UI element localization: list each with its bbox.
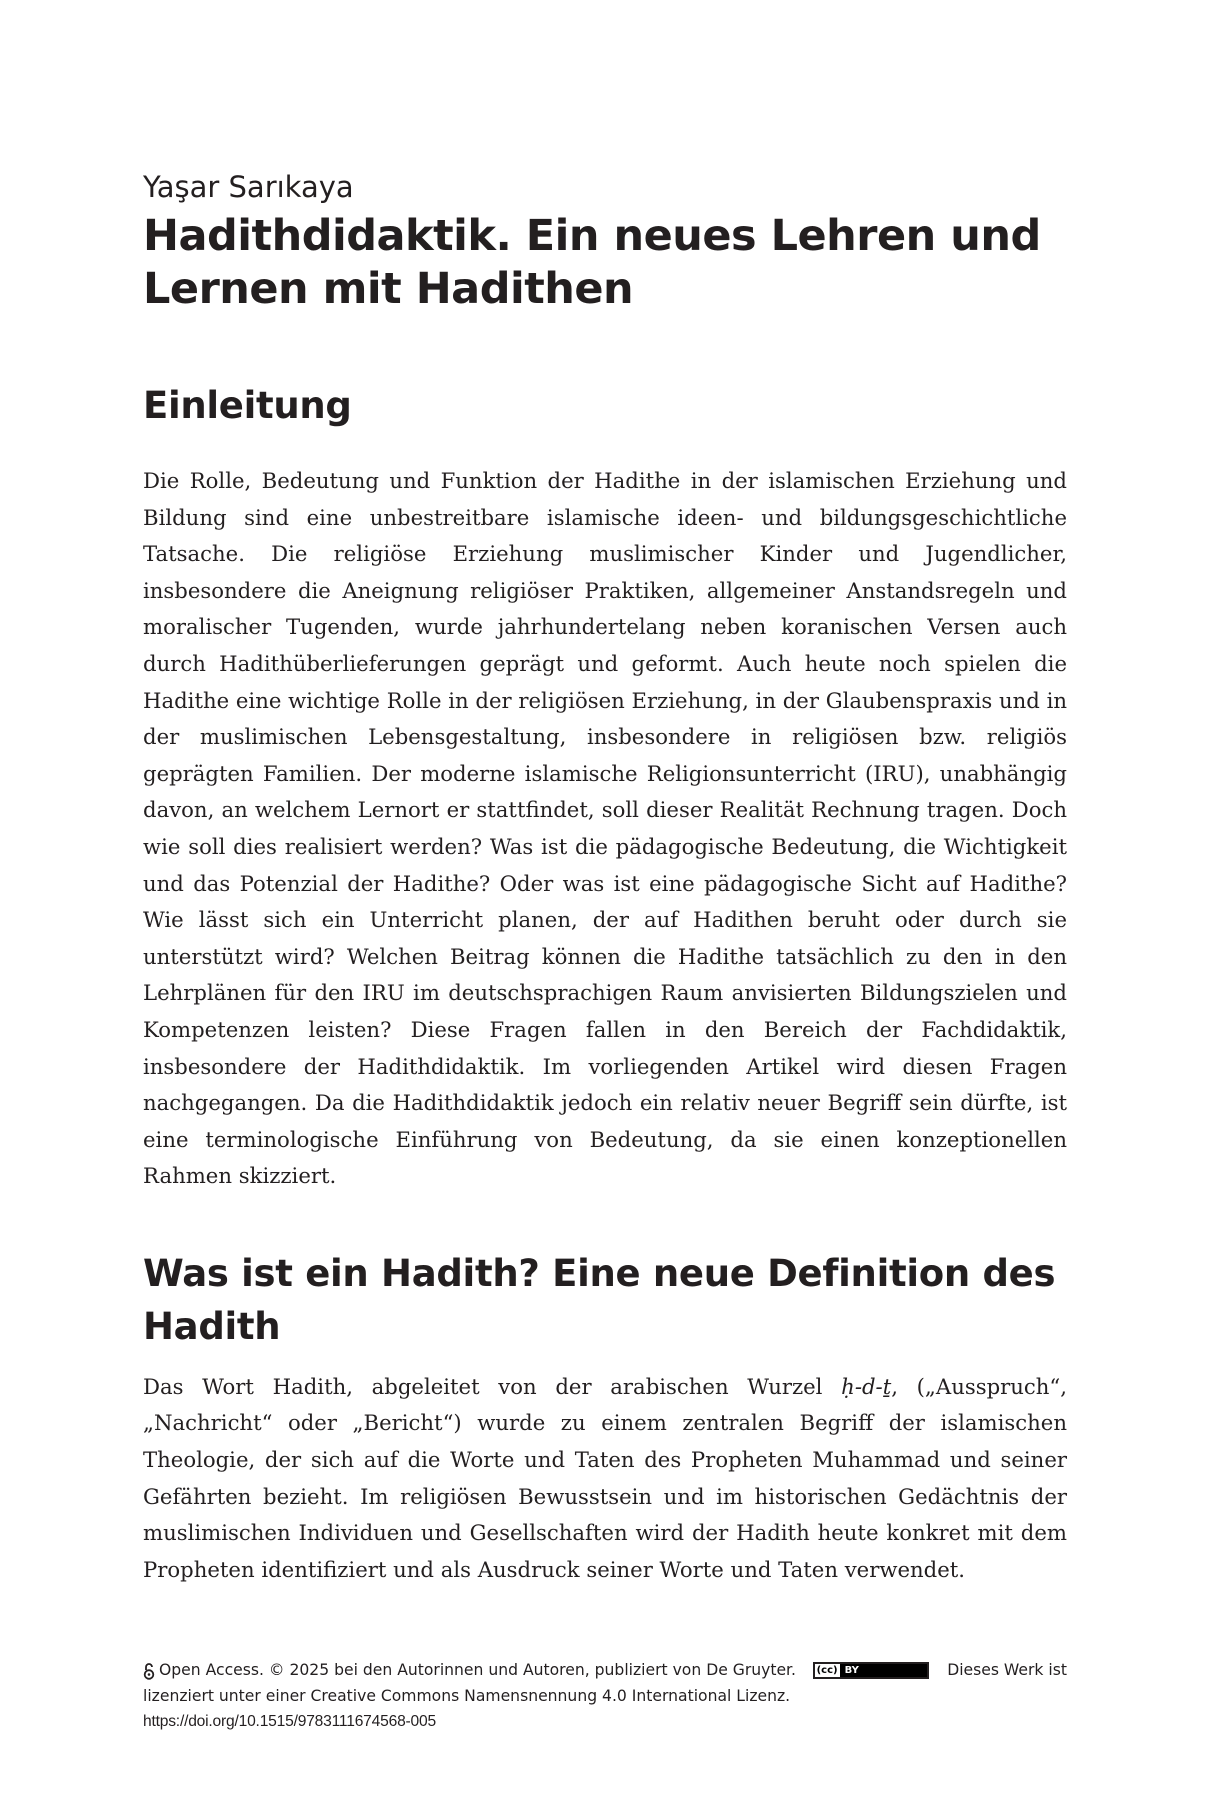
cc-logo-text: cc xyxy=(821,1664,834,1676)
chapter-author: Yaşar Sarıkaya xyxy=(143,170,354,204)
chapter-title xyxy=(143,210,1067,316)
paragraph-hadith-rest: , („Ausspruch“, „Nachricht“ oder „Bericht“) wurde zu einem zentralen Begriff der islamischen Theologie, der sich auf die Worte und Taten des Propheten Muhammad und seiner Gefährten bezieht. Im religiösen Bewusstsein und im historischen Gedächtnis der muslimischen Individuen und Gesellschaften wird der Hadith heute konkret mit dem Propheten identifiziert und als Ausdruck seiner Worte und Taten verwendet. xyxy=(143,1373,1067,1582)
license-text-start: Dieses Werk ist xyxy=(947,1661,1067,1679)
section-heading-einleitung: Einleitung xyxy=(143,384,352,427)
chapter-title-line2: Lernen mit Hadithen xyxy=(143,264,634,314)
cc-by-license-icon xyxy=(813,1662,929,1679)
license-text-line2: lizenziert unter einer Creative Commons Namensnennung 4.0 International Lizenz. xyxy=(143,1687,791,1705)
license-footer xyxy=(143,1657,1067,1735)
section-heading-hadith-line1: Was ist ein Hadith? Eine neue Definition des xyxy=(143,1251,1056,1295)
doi-link[interactable]: https://doi.org/10.1515/9783111674568-005 xyxy=(143,1713,436,1730)
open-access-text: Open Access. © 2025 bei den Autorinnen und Autoren, publiziert von De Gruyter. xyxy=(159,1661,796,1679)
cc-by-label: BY xyxy=(844,1664,859,1676)
section-heading-hadith-definition xyxy=(143,1247,1067,1353)
page-content xyxy=(143,168,1067,1588)
footer-line-1 xyxy=(143,1657,1067,1683)
arabic-root-transliteration: ḥ-d-ṯ xyxy=(841,1373,892,1399)
open-access-notice xyxy=(143,1657,796,1683)
section-heading-hadith-line2: Hadith xyxy=(143,1304,281,1348)
paragraph-hadith-start: Das Wort Hadith, abgeleitet von der arabischen Wurzel xyxy=(143,1373,842,1399)
paragraph-einleitung: Die Rolle, Bedeutung und Funktion der Hadithe in der islamischen Erziehung und Bildung sind eine unbestreitbare islamische ideen- und bildungsgeschichtliche Tatsache. Die religiöse Erziehung muslimischer Kinder und Jugendlicher, insbesondere die Aneignung religiöser Praktiken, allgemeiner Anstandsregeln und moralischer Tugenden, wurde jahrhundertelang neben koranischen Versen auch durch Hadithüberlieferungen geprägt und geformt. Auch heute noch spielen die Hadithe eine wichtige Rolle in der religiösen Erziehung, in der Glaubenspraxis und in der muslimischen Lebensgestaltung, insbesondere in religiösen bzw. religiös geprägten Familien. Der moderne islamische Religionsunterricht (IRU), unabhängig davon, an welchem Lernort er stattfindet, soll dieser Realität Rechnung tragen. Doch wie soll dies realisiert werden? Was ist die pädagogische Bedeutung, die Wichtigkeit und das Potenzial der Hadithe? Oder was ist eine pädagogische Sicht auf Hadithe? Wie lässt sich ein Unterricht planen, der auf Hadithen beruht oder durch sie unterstützt wird? Welchen Beitrag können die Hadithe tatsächlich zu den in den Lehrplänen für den IRU im deutschsprachigen Raum anvisierten Bildungszielen und Kompetenzen leisten? Diese Fragen fallen in den Bereich der Fachdidaktik, insbesondere der Hadithdidaktik. Im vorliegenden Artikel wird diesen Fragen nachgegangen. Da die Hadithdidaktik jedoch ein relativ neuer Begriff sein dürfte, ist eine terminologische Einführung von Bedeutung, da sie einen konzeptionellen Rahmen skizziert. xyxy=(143,468,1067,1189)
cc-logo: ( cc ) xyxy=(816,1664,838,1676)
chapter-title-line1: Hadithdidaktik. Ein neues Lehren und xyxy=(143,211,1041,261)
open-access-lock-icon xyxy=(143,1662,155,1680)
paragraph-hadith-definition xyxy=(143,1369,1067,1589)
